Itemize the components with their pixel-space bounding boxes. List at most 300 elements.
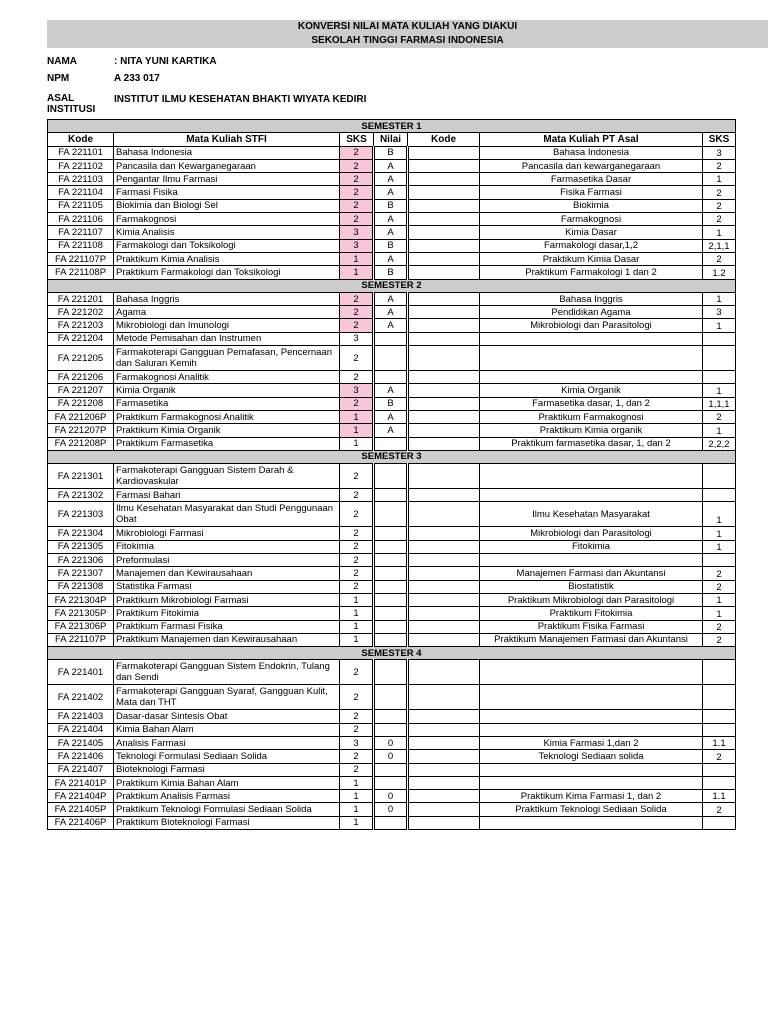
course-code: FA 221105: [48, 199, 114, 212]
table-row: [48, 292, 736, 305]
semester-label: SEMESTER 2: [48, 279, 736, 292]
course-name-origin: [480, 723, 703, 736]
origin-course-code: [408, 816, 480, 829]
course-grade: [374, 489, 408, 502]
conversion-table: [47, 119, 736, 830]
course-name-stfi: Praktikum Kimia Organik: [114, 424, 340, 437]
course-name-origin: [480, 685, 703, 710]
origin-course-code: [408, 540, 480, 553]
course-grade: A: [374, 186, 408, 199]
semester-label: SEMESTER 1: [48, 120, 736, 133]
course-grade: [374, 816, 408, 829]
course-name-origin: Farmakognosi: [480, 213, 703, 226]
nama-label: NAMA: [47, 56, 77, 67]
course-name-stfi: Agama: [114, 306, 340, 319]
course-grade: 0: [374, 790, 408, 803]
origin-course-code: [408, 803, 480, 816]
origin-sks: [703, 332, 736, 345]
origin-course-code: [408, 607, 480, 620]
course-grade: [374, 685, 408, 710]
origin-course-code: [408, 567, 480, 580]
col-header-kode: Kode: [48, 133, 114, 146]
origin-sks: [703, 816, 736, 829]
course-sks: 1: [340, 803, 374, 816]
course-name-stfi: Praktikum Teknologi Formulasi Sediaan Solida: [114, 803, 340, 816]
course-name-origin: [480, 346, 703, 371]
table-row: [48, 527, 736, 540]
course-code: FA 221107P: [48, 252, 114, 265]
course-name-stfi: Mikrobiologi dan Imunologi: [114, 319, 340, 332]
course-name-stfi: Farmakognosi Analitik: [114, 371, 340, 384]
origin-sks: 1.2: [703, 266, 736, 279]
course-sks: 1: [340, 424, 374, 437]
origin-course-code: [408, 146, 480, 159]
course-name-stfi: Praktikum Analisis Farmasi: [114, 790, 340, 803]
course-code: FA 221207: [48, 384, 114, 397]
semester-header-row: [48, 279, 736, 292]
table-row: [48, 685, 736, 710]
course-name-origin: Pancasila dan kewarganegaraan: [480, 159, 703, 172]
origin-sks: 2: [703, 252, 736, 265]
course-name-origin: Teknologi Sediaan solida: [480, 750, 703, 763]
course-name-origin: [480, 763, 703, 776]
course-grade: [374, 554, 408, 567]
course-sks: 2: [340, 489, 374, 502]
course-sks: 3: [340, 384, 374, 397]
course-sks: 2: [340, 292, 374, 305]
origin-sks: [703, 489, 736, 502]
course-name-stfi: Praktikum Bioteknologi Farmasi: [114, 816, 340, 829]
course-sks: 1: [340, 252, 374, 265]
course-name-stfi: Preformulasi: [114, 554, 340, 567]
origin-course-code: [408, 397, 480, 410]
origin-sks: 2: [703, 186, 736, 199]
course-name-stfi: Farmakognosi: [114, 213, 340, 226]
course-name-stfi: Farmasi Bahari: [114, 489, 340, 502]
document-subtitle: SEKOLAH TINGGI FARMASI INDONESIA: [47, 34, 768, 48]
course-name-stfi: Farmakologi dan Toksikologi: [114, 239, 340, 252]
course-grade: [374, 527, 408, 540]
origin-sks: 1: [703, 292, 736, 305]
semester-header-row: [48, 450, 736, 463]
col-header-mata-kuliah-asal: Mata Kuliah PT Asal: [480, 133, 703, 146]
origin-course-code: [408, 593, 480, 606]
course-grade: [374, 633, 408, 646]
origin-course-code: [408, 750, 480, 763]
course-name-stfi: Praktikum Manajemen dan Kewirausahaan: [114, 633, 340, 646]
origin-course-code: [408, 332, 480, 345]
course-name-origin: Farmasetika dasar, 1, dan 2: [480, 397, 703, 410]
course-name-origin: Praktikum Fitokimia: [480, 607, 703, 620]
course-grade: B: [374, 146, 408, 159]
course-code: FA 221104: [48, 186, 114, 199]
course-name-origin: Praktikum Teknologi Sediaan Solida: [480, 803, 703, 816]
course-name-origin: Praktikum Farmakologi 1 dan 2: [480, 266, 703, 279]
course-name-stfi: Dasar-dasar Sintesis Obat: [114, 710, 340, 723]
course-code: FA 221306: [48, 554, 114, 567]
course-sks: 1: [340, 593, 374, 606]
course-code: FA 221401P: [48, 776, 114, 789]
course-grade: [374, 437, 408, 450]
course-code: FA 221208: [48, 397, 114, 410]
course-name-stfi: Kimia Bahan Alam: [114, 723, 340, 736]
course-sks: 2: [340, 173, 374, 186]
course-name-stfi: Metode Pemisahan dan Instrumen: [114, 332, 340, 345]
origin-course-code: [408, 213, 480, 226]
semester-label: SEMESTER 3: [48, 450, 736, 463]
origin-course-code: [408, 199, 480, 212]
course-sks: 1: [340, 790, 374, 803]
table-row: [48, 410, 736, 423]
course-code: FA 221406P: [48, 816, 114, 829]
course-sks: 2: [340, 306, 374, 319]
course-sks: 2: [340, 763, 374, 776]
course-name-origin: [480, 489, 703, 502]
course-name-stfi: Bahasa Indonesia: [114, 146, 340, 159]
course-grade: [374, 607, 408, 620]
origin-sks: 2: [703, 620, 736, 633]
origin-course-code: [408, 502, 480, 527]
course-name-origin: [480, 816, 703, 829]
course-sks: 1: [340, 437, 374, 450]
course-code: FA 221103: [48, 173, 114, 186]
origin-course-code: [408, 226, 480, 239]
col-header-mata-kuliah-stfi: Mata Kuliah STFI: [114, 133, 340, 146]
origin-course-code: [408, 580, 480, 593]
course-sks: 3: [340, 332, 374, 345]
course-sks: 2: [340, 319, 374, 332]
course-name-origin: Praktikum Farmakognosi: [480, 410, 703, 423]
course-name-origin: [480, 776, 703, 789]
table-row: [48, 146, 736, 159]
origin-course-code: [408, 464, 480, 489]
origin-sks: [703, 723, 736, 736]
course-code: FA 221401: [48, 660, 114, 685]
course-code: FA 221404P: [48, 790, 114, 803]
course-name-stfi: Statistika Farmasi: [114, 580, 340, 593]
table-row: [48, 540, 736, 553]
course-grade: [374, 710, 408, 723]
course-name-stfi: Farmakoterapi Gangguan Pernafasan, Pencernaan dan Saluran Kemih: [114, 346, 340, 371]
course-code: FA 221206P: [48, 410, 114, 423]
table-row: [48, 464, 736, 489]
course-code: FA 221406: [48, 750, 114, 763]
course-name-origin: [480, 464, 703, 489]
table-row: [48, 489, 736, 502]
origin-course-code: [408, 776, 480, 789]
origin-sks: 1: [703, 607, 736, 620]
origin-course-code: [408, 319, 480, 332]
table-row: [48, 199, 736, 212]
course-grade: B: [374, 199, 408, 212]
course-grade: A: [374, 292, 408, 305]
course-grade: [374, 620, 408, 633]
origin-sks: [703, 554, 736, 567]
course-name-origin: Praktikum Fisika Farmasi: [480, 620, 703, 633]
course-name-origin: Biokimia: [480, 199, 703, 212]
course-grade: A: [374, 213, 408, 226]
course-grade: [374, 502, 408, 527]
course-sks: 1: [340, 776, 374, 789]
course-sks: 3: [340, 736, 374, 749]
origin-sks: 1,1,1: [703, 397, 736, 410]
course-grade: A: [374, 226, 408, 239]
table-row: [48, 763, 736, 776]
course-code: FA 221307: [48, 567, 114, 580]
table-row: [48, 173, 736, 186]
course-name-origin: Bahasa Inggris: [480, 292, 703, 305]
course-code: FA 221304: [48, 527, 114, 540]
npm-label: NPM: [47, 73, 70, 84]
course-name-origin: Kimia Farmasi 1,dan 2: [480, 736, 703, 749]
table-row: [48, 502, 736, 527]
origin-course-code: [408, 710, 480, 723]
course-code: FA 221301: [48, 464, 114, 489]
table-row: [48, 750, 736, 763]
asal-value: INSTITUT ILMU KESEHATAN BHAKTI WIYATA KEDIRI: [114, 94, 367, 105]
course-sks: 2: [340, 397, 374, 410]
table-row: [48, 346, 736, 371]
origin-course-code: [408, 660, 480, 685]
column-header-row: [48, 133, 736, 146]
course-grade: B: [374, 239, 408, 252]
origin-sks: 1: [703, 593, 736, 606]
origin-course-code: [408, 239, 480, 252]
course-sks: 1: [340, 607, 374, 620]
origin-sks: 1.1: [703, 790, 736, 803]
origin-sks: [703, 763, 736, 776]
course-name-origin: Kimia Organik: [480, 384, 703, 397]
course-name-stfi: Pancasila dan Kewarganegaraan: [114, 159, 340, 172]
npm-value: A 233 017: [114, 73, 160, 84]
course-sks: 2: [340, 186, 374, 199]
course-code: FA 221405P: [48, 803, 114, 816]
course-name-origin: Praktikum Mikrobiologi dan Parasitologi: [480, 593, 703, 606]
course-name-origin: Kimia Dasar: [480, 226, 703, 239]
table-row: [48, 660, 736, 685]
course-name-stfi: Praktikum Kimia Bahan Alam: [114, 776, 340, 789]
course-name-stfi: Kimia Analisis: [114, 226, 340, 239]
semester-label: SEMESTER 4: [48, 647, 736, 660]
course-name-stfi: Fitokimia: [114, 540, 340, 553]
course-grade: [374, 723, 408, 736]
table-row: [48, 306, 736, 319]
course-grade: A: [374, 159, 408, 172]
course-sks: 2: [340, 346, 374, 371]
course-sks: 3: [340, 239, 374, 252]
course-name-origin: Pendidikan Agama: [480, 306, 703, 319]
course-name-stfi: Mikrobiologi Farmasi: [114, 527, 340, 540]
course-name-origin: Mikrobiologi dan Parasitologi: [480, 319, 703, 332]
origin-sks: 2: [703, 410, 736, 423]
origin-course-code: [408, 736, 480, 749]
course-grade: [374, 763, 408, 776]
course-name-stfi: Ilmu Kesehatan Masyarakat dan Studi Penggunaan Obat: [114, 502, 340, 527]
origin-course-code: [408, 266, 480, 279]
course-name-stfi: Bioteknologi Farmasi: [114, 763, 340, 776]
table-row: [48, 554, 736, 567]
course-code: FA 221303: [48, 502, 114, 527]
course-name-stfi: Pengantar Ilmu Farmasi: [114, 173, 340, 186]
course-sks: 2: [340, 199, 374, 212]
course-sks: 2: [340, 567, 374, 580]
course-code: FA 221306P: [48, 620, 114, 633]
table-row: [48, 803, 736, 816]
course-name-stfi: Praktikum Farmakologi dan Toksikologi: [114, 266, 340, 279]
table-row: [48, 186, 736, 199]
course-grade: B: [374, 397, 408, 410]
course-code: FA 221208P: [48, 437, 114, 450]
origin-sks: 1: [703, 527, 736, 540]
origin-sks: 2: [703, 159, 736, 172]
course-code: FA 221107: [48, 226, 114, 239]
course-name-stfi: Bahasa Inggris: [114, 292, 340, 305]
course-grade: A: [374, 384, 408, 397]
course-grade: [374, 371, 408, 384]
course-grade: A: [374, 306, 408, 319]
table-row: [48, 424, 736, 437]
course-sks: 1: [340, 633, 374, 646]
course-code: FA 221106: [48, 213, 114, 226]
origin-sks: 1: [703, 226, 736, 239]
table-row: [48, 710, 736, 723]
course-sks: 2: [340, 527, 374, 540]
course-name-stfi: Praktikum Mikrobiologi Farmasi: [114, 593, 340, 606]
origin-sks: [703, 660, 736, 685]
origin-course-code: [408, 424, 480, 437]
course-code: FA 221205: [48, 346, 114, 371]
course-name-origin: [480, 660, 703, 685]
origin-sks: 1: [703, 424, 736, 437]
course-name-origin: Praktikum Kima Farmasi 1, dan 2: [480, 790, 703, 803]
asal-label: [47, 93, 111, 115]
course-sks: 2: [340, 660, 374, 685]
table-row: [48, 226, 736, 239]
course-sks: 2: [340, 159, 374, 172]
origin-sks: 3: [703, 146, 736, 159]
course-sks: 2: [340, 685, 374, 710]
course-grade: A: [374, 424, 408, 437]
course-name-stfi: Praktikum Kimia Analisis: [114, 252, 340, 265]
asal-label-line2: INSTITUSI: [47, 104, 96, 115]
course-name-origin: Fitokimia: [480, 540, 703, 553]
course-grade: [374, 776, 408, 789]
course-code: FA 221402: [48, 685, 114, 710]
course-name-stfi: Farmakoterapi Gangguan Sistem Endokrin, Tulang dan Sendi: [114, 660, 340, 685]
origin-course-code: [408, 723, 480, 736]
course-code: FA 221405: [48, 736, 114, 749]
course-code: FA 221404: [48, 723, 114, 736]
course-code: FA 221304P: [48, 593, 114, 606]
origin-sks: 2,1,1: [703, 239, 736, 252]
origin-sks: 2: [703, 567, 736, 580]
nama-value: : NITA YUNI KARTIKA: [114, 56, 217, 67]
course-name-stfi: Farmakoterapi Gangguan Sistem Darah & Kardiovaskular: [114, 464, 340, 489]
origin-course-code: [408, 306, 480, 319]
course-grade: [374, 346, 408, 371]
origin-sks: [703, 346, 736, 371]
course-name-origin: Praktikum Kimia Dasar: [480, 252, 703, 265]
origin-course-code: [408, 554, 480, 567]
origin-sks: 1: [703, 540, 736, 553]
course-name-origin: Ilmu Kesehatan Masyarakat: [480, 502, 703, 527]
course-code: FA 221101: [48, 146, 114, 159]
origin-sks: 3: [703, 306, 736, 319]
course-code: FA 221308: [48, 580, 114, 593]
course-name-stfi: Manajemen dan Kewirausahaan: [114, 567, 340, 580]
origin-sks: 1: [703, 319, 736, 332]
table-row: [48, 397, 736, 410]
course-name-origin: Fisika Farmasi: [480, 186, 703, 199]
col-header-sks-asal: SKS: [703, 133, 736, 146]
course-name-origin: Manajemen Farmasi dan Akuntansi: [480, 567, 703, 580]
course-sks: 1: [340, 266, 374, 279]
origin-sks: 2: [703, 213, 736, 226]
origin-sks: 1.1: [703, 736, 736, 749]
course-code: FA 221206: [48, 371, 114, 384]
table-row: [48, 159, 736, 172]
origin-course-code: [408, 489, 480, 502]
origin-sks: 2: [703, 633, 736, 646]
course-name-stfi: Farmasetika: [114, 397, 340, 410]
course-grade: [374, 660, 408, 685]
table-row: [48, 776, 736, 789]
course-grade: [374, 580, 408, 593]
origin-sks: [703, 464, 736, 489]
table-row: [48, 790, 736, 803]
origin-course-code: [408, 173, 480, 186]
origin-sks: [703, 371, 736, 384]
course-name-origin: Bahasa Indonesia: [480, 146, 703, 159]
course-sks: 2: [340, 371, 374, 384]
course-name-origin: Praktikum Kimia organik: [480, 424, 703, 437]
col-header-nilai: Nilai: [374, 133, 408, 146]
course-code: FA 221102: [48, 159, 114, 172]
course-sks: 3: [340, 226, 374, 239]
origin-course-code: [408, 620, 480, 633]
course-grade: A: [374, 173, 408, 186]
table-row: [48, 332, 736, 345]
course-sks: 2: [340, 554, 374, 567]
course-grade: [374, 593, 408, 606]
course-sks: 2: [340, 464, 374, 489]
course-sks: 1: [340, 620, 374, 633]
table-row: [48, 384, 736, 397]
origin-course-code: [408, 371, 480, 384]
course-sks: 2: [340, 502, 374, 527]
course-sks: 2: [340, 723, 374, 736]
course-name-origin: Praktikum Manajemen Farmasi dan Akuntansi: [480, 633, 703, 646]
course-grade: B: [374, 266, 408, 279]
origin-sks: 1: [703, 173, 736, 186]
semester-header-row: [48, 120, 736, 133]
course-name-origin: Mikrobiologi dan Parasitologi: [480, 527, 703, 540]
course-sks: 2: [340, 710, 374, 723]
course-grade: [374, 567, 408, 580]
table-row: [48, 580, 736, 593]
table-row: [48, 319, 736, 332]
course-name-stfi: Praktikum Fitokimia: [114, 607, 340, 620]
course-code: FA 221201: [48, 292, 114, 305]
course-grade: 0: [374, 736, 408, 749]
table-row: [48, 239, 736, 252]
origin-sks: 2: [703, 750, 736, 763]
course-code: FA 221305: [48, 540, 114, 553]
course-name-origin: [480, 371, 703, 384]
origin-course-code: [408, 763, 480, 776]
origin-course-code: [408, 790, 480, 803]
origin-sks: 2,2,2: [703, 437, 736, 450]
